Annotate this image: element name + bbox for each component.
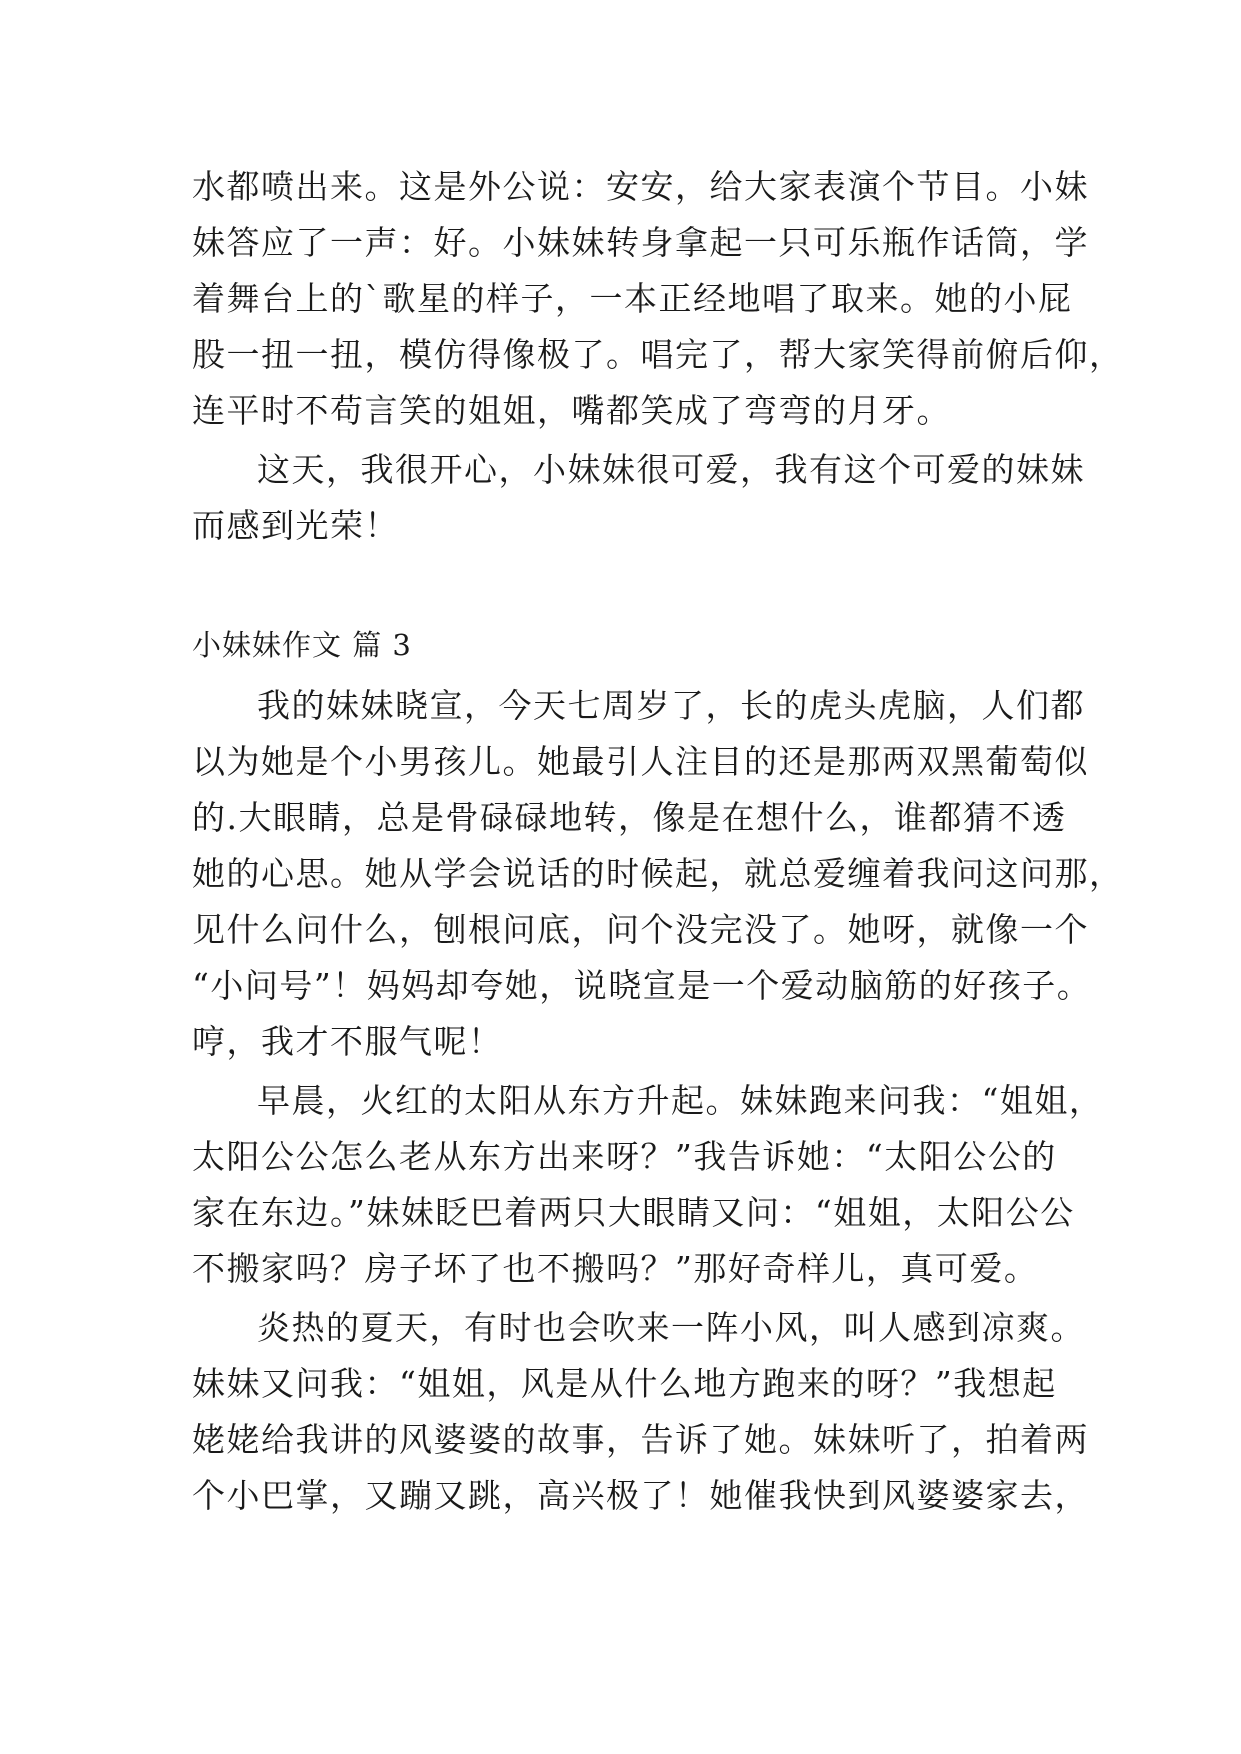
text-line: 以为她是个小男孩儿。她最引人注目的还是那两双黑葡萄似 — [192, 742, 1089, 781]
text-line: 太阳公公怎么老从东方出来呀？”我告诉她：“太阳公公的 — [192, 1137, 1057, 1176]
text-line: 股一扭一扭，模仿得像极了。唱完了，帮大家笑得前俯后仰， — [192, 335, 1124, 374]
text-line: 家在东边。”妹妹眨巴着两只大眼睛又问：“姐姐，太阳公公 — [192, 1193, 1075, 1232]
section-heading: 小妹妹作文 篇 3 — [192, 628, 412, 662]
text-line: 她的心思。她从学会说话的时候起，就总爱缠着我问这问那， — [192, 854, 1124, 893]
text-line: 不搬家吗？房子坏了也不搬吗？”那好奇样儿，真可爱。 — [192, 1249, 1039, 1288]
text-line: 水都喷出来。这是外公说：安安，给大家表演个节目。小妹 — [192, 167, 1089, 206]
paragraph-start-line: 这天，我很开心，小妹妹很可爱，我有这个可爱的妹妹 — [257, 450, 1085, 489]
text-line: 妹答应了一声：好。小妹妹转身拿起一只可乐瓶作话筒，学 — [192, 223, 1089, 262]
text-line: “小问号”！妈妈却夸她，说晓宣是一个爱动脑筋的好孩子。 — [192, 966, 1092, 1005]
text-line: 姥姥给我讲的风婆婆的故事，告诉了她。妹妹听了，拍着两 — [192, 1420, 1089, 1459]
paragraph-start-line: 早晨，火红的太阳从东方升起。妹妹跑来问我：“姐姐， — [257, 1081, 1104, 1120]
paragraph-start-line: 炎热的夏天，有时也会吹来一阵小风，叫人感到凉爽。 — [257, 1308, 1085, 1347]
text-line: 妹妹又问我：“姐姐，风是从什么地方跑来的呀？”我想起 — [192, 1364, 1057, 1403]
text-line: 连平时不苟言笑的姐姐，嘴都笑成了弯弯的月牙。 — [192, 391, 951, 430]
text-line: 着舞台上的`歌星的样子，一本正经地唱了取来。她的小屁 — [192, 279, 1073, 318]
text-line: 哼，我才不服气呢！ — [192, 1022, 503, 1061]
paragraph-start-line: 我的妹妹晓宣，今天七周岁了，长的虎头虎脑，人们都 — [257, 686, 1085, 725]
text-line: 而感到光荣！ — [192, 506, 399, 545]
text-line: 见什么问什么，刨根问底，问个没完没了。她呀，就像一个 — [192, 910, 1089, 949]
text-line: 的.大眼睛，总是骨碌碌地转，像是在想什么，谁都猜不透 — [192, 798, 1067, 837]
text-line: 个小巴掌，又蹦又跳，高兴极了！她催我快到风婆婆家去， — [192, 1476, 1089, 1515]
